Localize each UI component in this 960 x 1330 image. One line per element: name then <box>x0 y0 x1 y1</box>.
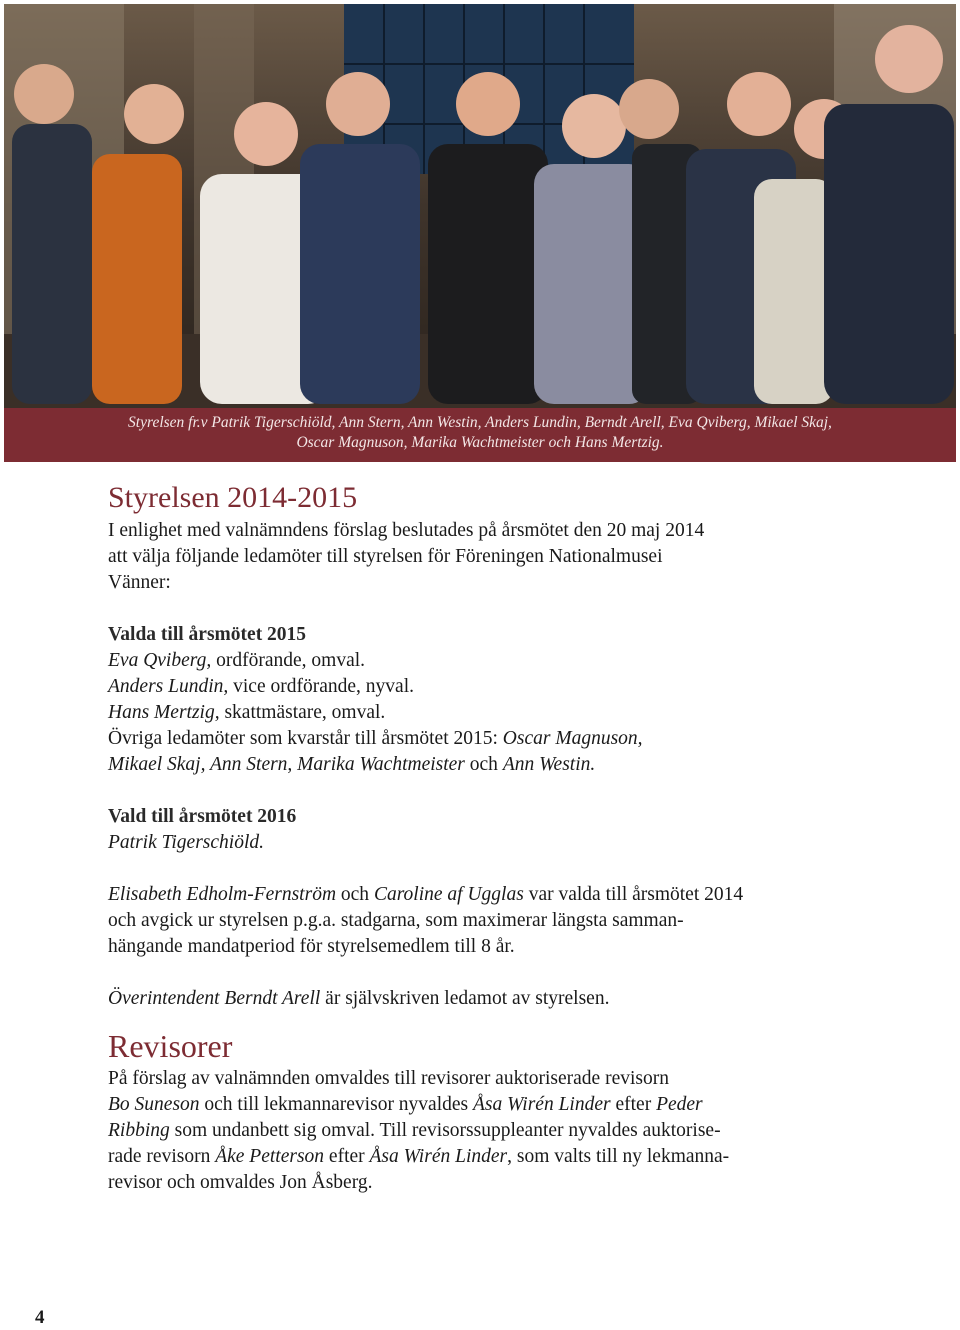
page-number: 4 <box>35 1307 45 1328</box>
auditors-line-2: Bo Suneson och till lekmannarevisor nyvaldes Åsa Wirén Linder efter Peder <box>108 1094 703 1115</box>
photo-caption <box>4 408 956 462</box>
caption-line-1: Styrelsen fr.v Patrik Tigerschiöld, Ann Stern, Ann Westin, Anders Lundin, Berndt Arell, Eva Qviberg, Mikael Skaj, <box>128 414 832 431</box>
auditors-line-1: På förslag av valnämnden omvaldes till revisorer auktoriserade revisorn <box>108 1068 669 1089</box>
other-members-line-1: Övriga ledamöter som kvarstår till årsmötet 2015: Oscar Magnuson, <box>108 728 643 749</box>
group-photo-of-board-members-icon <box>4 4 956 408</box>
departed-line-2: och avgick ur styrelsen p.g.a. stadgarna, som maximerar längsta samman- <box>108 910 684 931</box>
caption-line-2: Oscar Magnuson, Marika Wachtmeister och Hans Mertzig. <box>296 434 664 451</box>
section-title-board: Styrelsen 2014-2015 <box>108 481 358 514</box>
member-line: Patrik Tigerschiöld. <box>108 832 264 853</box>
overintendent-line: Överintendent Berndt Arell är självskriven ledamot av styrelsen. <box>108 988 610 1009</box>
auditors-line-4: rade revisorn Åke Petterson efter Åsa Wirén Linder, som valts till ny lekmanna- <box>108 1146 730 1167</box>
departed-line-3: hängande mandatperiod för styrelsemedlem till 8 år. <box>108 936 515 957</box>
auditors-line-3: Ribbing som undanbett sig omval. Till revisorssuppleanter nyvaldes auktorise- <box>108 1120 721 1141</box>
departed-line-1: Elisabeth Edholm-Fernström och Caroline af Ugglas var valda till årsmötet 2014 <box>108 884 744 905</box>
main-content <box>108 478 868 1196</box>
intro-line-3: Vänner: <box>108 572 171 593</box>
auditors-line-5: revisor och omvaldes Jon Åsberg. <box>108 1172 373 1193</box>
intro-line-2: att välja följande ledamöter till styrelsen för Föreningen Nationalmusei <box>108 546 663 567</box>
member-line: Anders Lundin, vice ordförande, nyval. <box>108 676 414 697</box>
intro-line-1: I enlighet med valnämndens förslag beslutades på årsmötet den 20 maj 2014 <box>108 520 705 541</box>
section-title-auditors: Revisorer <box>108 1028 233 1064</box>
other-members-line-2: Mikael Skaj, Ann Stern, Marika Wachtmeister och Ann Westin. <box>108 754 596 775</box>
member-line: Eva Qviberg, ordförande, omval. <box>108 650 366 671</box>
member-line: Hans Mertzig, skattmästare, omval. <box>108 702 386 723</box>
group-heading-2015: Valda till årsmötet 2015 <box>108 624 307 645</box>
group-heading-2016: Vald till årsmötet 2016 <box>108 806 297 827</box>
group-photo <box>4 4 956 408</box>
